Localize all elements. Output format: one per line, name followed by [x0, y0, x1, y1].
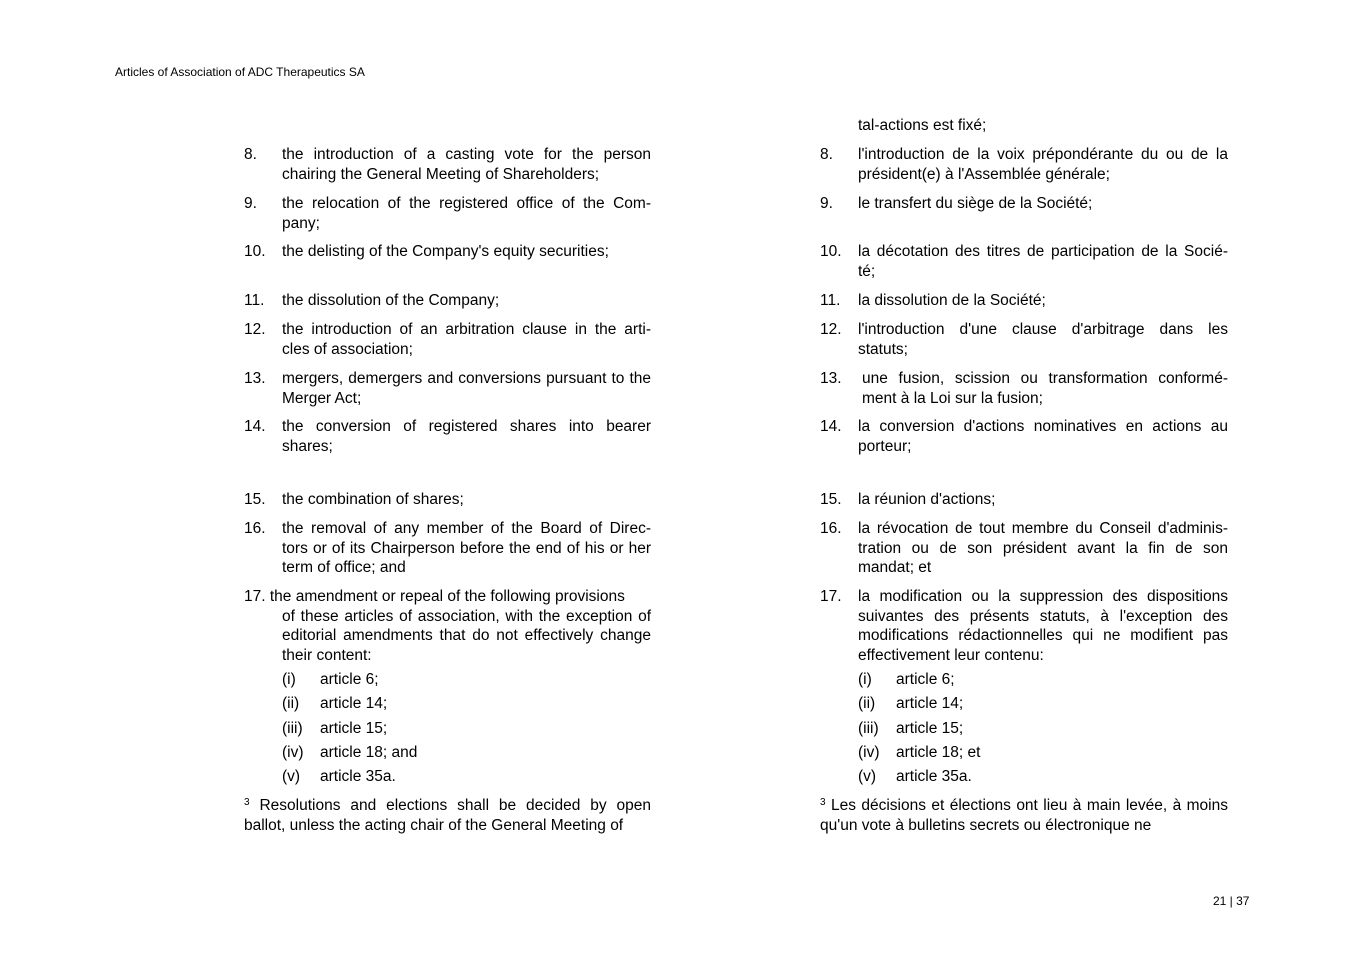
list-item	[244, 519, 651, 578]
sub-item-text: article 14;	[896, 695, 964, 712]
item-text: la dissolution de la Société;	[858, 292, 1046, 309]
list-item	[244, 417, 651, 456]
paragraph-number: 3	[820, 797, 826, 808]
sub-item-text: article 18; et	[896, 744, 981, 761]
item-number: 14.	[244, 418, 266, 435]
list-item	[244, 369, 651, 408]
sub-item-number: (i)	[282, 671, 296, 688]
sub-item-number: (iii)	[858, 720, 879, 737]
sub-item-text: article 18; and	[320, 744, 418, 761]
item-text: le transfert du siège de la Société;	[858, 195, 1093, 212]
sub-item-text: article 35a.	[896, 768, 972, 785]
item-text: la conversion d'actions nominatives en actions au porteur;	[858, 418, 1228, 455]
item-number: 17.	[820, 588, 842, 605]
document-header: Articles of Association of ADC Therapeutics SA	[115, 65, 365, 79]
sub-item-number: (ii)	[282, 695, 300, 712]
item-number: 15.	[244, 491, 266, 508]
item-number: 8.	[244, 146, 257, 163]
list-item	[820, 291, 1228, 311]
sub-item-number: (i)	[858, 671, 872, 688]
sub-item-text: article 35a.	[320, 768, 396, 785]
item-text-rest: of these articles of association, with the exception of editorial amendments that do not effectively change their content:	[282, 607, 651, 664]
item-text: the introduction of a casting vote for the person chairing the General Meeting of Shareholders;	[282, 146, 651, 183]
list-item	[244, 320, 651, 359]
list-item	[820, 242, 1228, 281]
sub-item-text: article 14;	[320, 695, 388, 712]
item-number: 14.	[820, 418, 842, 435]
list-item	[820, 194, 1228, 214]
item-text: la révocation de tout membre du Conseil d'adminis- tration ou de son président avant la fin de son mandat; et	[858, 520, 1228, 576]
sub-item-number: (iv)	[282, 744, 304, 761]
sub-item-text: article 15;	[896, 720, 964, 737]
item-text: tal-actions est fixé;	[858, 117, 987, 134]
list-item	[820, 417, 1228, 456]
list-item	[820, 320, 1228, 359]
sub-item-number: (v)	[858, 768, 877, 785]
item-number: 13.	[820, 370, 842, 387]
item-text: une fusion, scission ou transformation conformé- ment à la Loi sur la fusion;	[862, 370, 1228, 407]
sub-item-number: (iii)	[282, 720, 303, 737]
item-number: 12.	[244, 321, 266, 338]
list-item	[820, 587, 1228, 665]
sub-item-text: article 6;	[896, 671, 955, 688]
list-item	[244, 291, 651, 311]
item-text: la décotation des titres de participation de la Socié- té;	[858, 243, 1228, 280]
item-text: the conversion of registered shares into bearer shares;	[282, 418, 651, 455]
list-item	[820, 519, 1228, 578]
paragraph-text: Les décisions et élections ont lieu à main levée, à moins qu'un vote à bulletins secrets ou électronique ne	[820, 797, 1228, 834]
item-text-first-line: 17. the amendment or repeal of the following provisions	[244, 588, 625, 605]
item-number: 11.	[820, 292, 841, 309]
list-item	[244, 587, 651, 665]
list-item	[820, 490, 1228, 510]
item-text: mergers, demergers and conversions pursuant to the Merger Act;	[282, 370, 651, 407]
sub-item-number: (iv)	[858, 744, 880, 761]
item-number: 10.	[244, 243, 266, 260]
item-text: l'introduction d'une clause d'arbitrage dans les statuts;	[858, 321, 1228, 358]
item-text: the combination of shares;	[282, 491, 464, 508]
item-number: 12.	[820, 321, 842, 338]
item-number: 9.	[244, 195, 257, 212]
list-item	[244, 490, 651, 510]
sub-item-number: (v)	[282, 768, 301, 785]
list-item	[244, 242, 651, 262]
paragraph-text: Resolutions and elections shall be decided by open ballot, unless the acting chair of the General Meeting of	[244, 797, 651, 834]
item-number: 11.	[244, 292, 265, 309]
item-number: 16.	[244, 520, 266, 537]
item-text: the delisting of the Company's equity securities;	[282, 243, 609, 260]
item-text: the removal of any member of the Board of Direc- tors or of its Chairperson before the end of his or her term of office; and	[282, 520, 651, 576]
item-text: la réunion d'actions;	[858, 491, 996, 508]
sub-item-text: article 15;	[320, 720, 388, 737]
paragraph-3	[820, 796, 1228, 835]
list-item	[820, 145, 1228, 184]
list-item	[820, 369, 1228, 408]
item-number: 16.	[820, 520, 842, 537]
item-text: the introduction of an arbitration clause in the arti- cles of association;	[282, 321, 651, 358]
item-number: 13.	[244, 370, 266, 387]
item-number: 10.	[820, 243, 842, 260]
item-number: 9.	[820, 195, 833, 212]
continuation-text	[820, 116, 1228, 136]
item-number: 8.	[820, 146, 833, 163]
item-number: 15.	[820, 491, 842, 508]
item-text: la modification ou la suppression des dispositions suivantes des présents statuts, à l'exception des modifications rédactionnelles qui ne modifient pas effectivement leur contenu:	[858, 588, 1228, 664]
item-text: l'introduction de la voix prépondérante du ou de la président(e) à l'Assemblée générale;	[858, 146, 1228, 183]
page-number: 21 | 37	[1213, 894, 1250, 908]
list-item	[244, 194, 651, 233]
paragraph-3	[244, 796, 651, 835]
list-item	[244, 145, 651, 184]
sub-item-text: article 6;	[320, 671, 379, 688]
item-text: the relocation of the registered office of the Com- pany;	[282, 195, 651, 232]
paragraph-number: 3	[244, 797, 250, 808]
sub-item-number: (ii)	[858, 695, 876, 712]
item-text: the dissolution of the Company;	[282, 292, 500, 309]
